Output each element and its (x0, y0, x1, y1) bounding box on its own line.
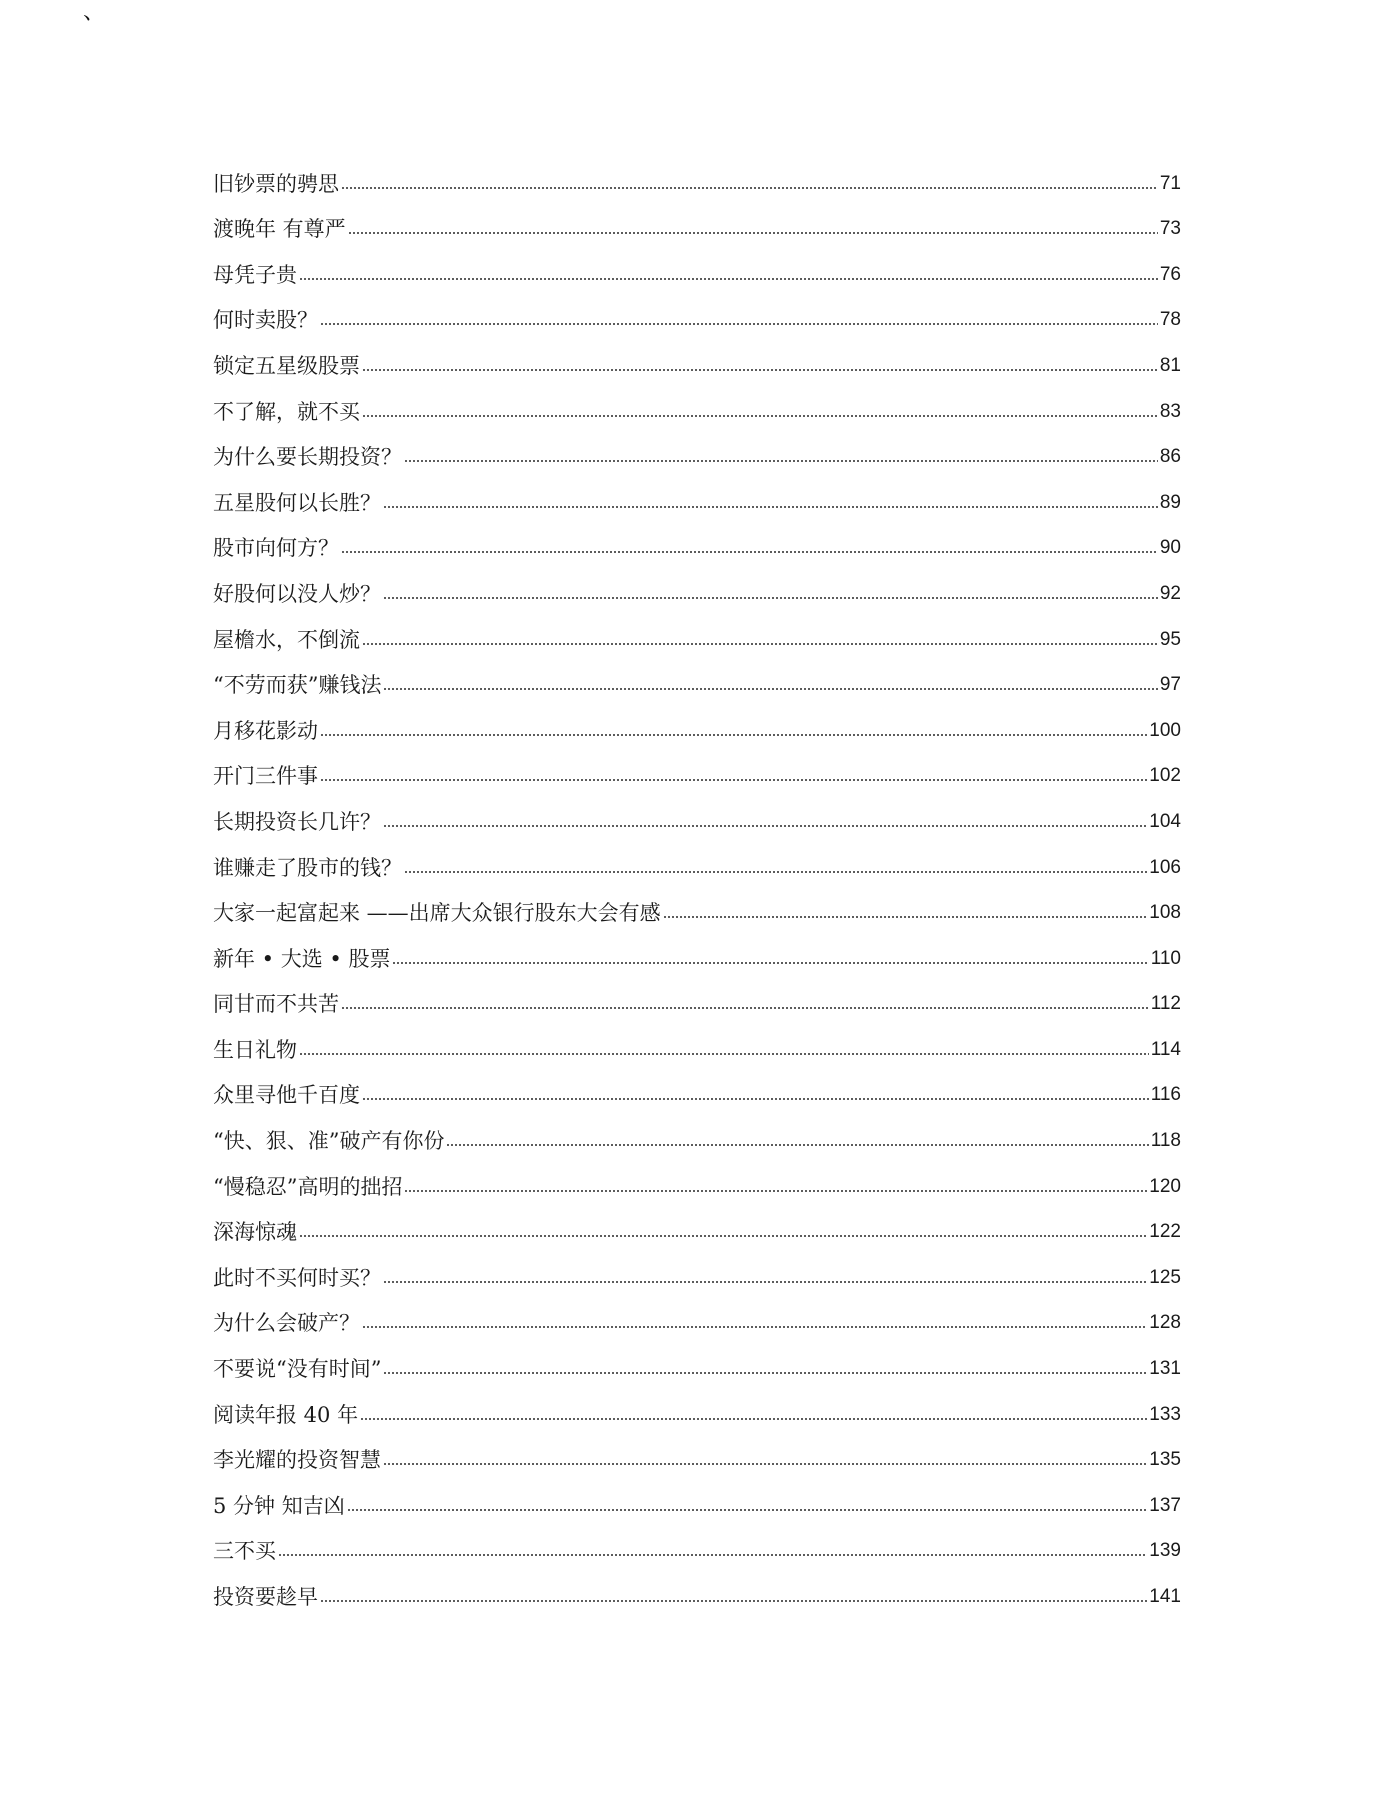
dot-leader (404, 868, 1147, 876)
toc-entry-title: 为什么会破产？ (213, 1311, 360, 1336)
dot-leader (299, 1232, 1147, 1240)
dot-leader (383, 1460, 1147, 1468)
toc-entry[interactable] (213, 608, 1181, 654)
dot-leader (278, 1551, 1147, 1559)
toc-entry-title: 谁赚走了股市的钱？ (213, 855, 402, 880)
toc-entry-page-number: 122 (1149, 1221, 1181, 1243)
toc-entry-title: 五星股何以长胜？ (213, 490, 381, 515)
toc-entry[interactable] (213, 380, 1181, 426)
toc-entry[interactable] (213, 289, 1181, 335)
dot-leader (347, 1506, 1148, 1514)
dot-leader (446, 1141, 1148, 1149)
toc-entry-page-number: 81 (1159, 354, 1181, 376)
toc-entry-page-number: 128 (1149, 1312, 1181, 1334)
toc-entry[interactable] (213, 1201, 1181, 1247)
toc-entry-title: “不劳而获”赚钱法 (213, 673, 382, 698)
dot-leader (362, 412, 1158, 420)
toc-entry-page-number: 89 (1159, 491, 1181, 513)
toc-entry-page-number: 92 (1159, 582, 1181, 604)
toc-entry[interactable] (213, 334, 1181, 380)
toc-entry[interactable] (213, 882, 1181, 928)
toc-entry-page-number: 76 (1159, 263, 1181, 285)
toc-entry-title: 5 分钟 知吉凶 (213, 1493, 345, 1518)
toc-entry[interactable] (213, 1474, 1181, 1520)
toc-entry-page-number: 110 (1150, 947, 1181, 969)
toc-entry-title: 三不买 (213, 1539, 276, 1564)
toc-entry-page-number: 137 (1149, 1494, 1181, 1516)
toc-entry[interactable] (213, 562, 1181, 608)
dot-leader (383, 1278, 1147, 1286)
toc-entry[interactable] (213, 1018, 1181, 1064)
toc-entry[interactable] (213, 790, 1181, 836)
toc-entry-title: 同甘而不共苦 (213, 992, 339, 1017)
dot-leader (404, 457, 1158, 465)
table-of-contents (213, 152, 1181, 1611)
dot-leader (362, 366, 1158, 374)
dot-leader (299, 275, 1158, 283)
toc-entry[interactable] (213, 699, 1181, 745)
toc-entry-page-number: 114 (1150, 1038, 1181, 1060)
toc-entry-page-number: 90 (1159, 537, 1181, 559)
toc-entry-title: 众里寻他千百度 (213, 1083, 360, 1108)
toc-entry-page-number: 108 (1149, 902, 1181, 924)
toc-entry[interactable] (213, 471, 1181, 517)
toc-entry[interactable] (213, 745, 1181, 791)
toc-entry-page-number: 112 (1150, 993, 1181, 1015)
toc-entry-page-number: 131 (1149, 1358, 1181, 1380)
dot-leader (362, 1323, 1147, 1331)
toc-entry-page-number: 141 (1149, 1586, 1181, 1607)
toc-entry-title: 母凭子贵 (213, 262, 297, 287)
toc-entry-title: 旧钞票的骋思 (213, 171, 339, 196)
toc-entry-title: 月移花影动 (213, 718, 318, 743)
toc-entry-page-number: 78 (1159, 309, 1181, 331)
toc-entry-title: 好股何以没人炒？ (213, 581, 381, 606)
toc-entry-title: 大家一起富起来 ——出席大众银行股东大会有感 (213, 901, 661, 926)
toc-entry-title: 生日礼物 (213, 1037, 297, 1062)
toc-entry-title: 不了解，就不买 (213, 399, 360, 424)
toc-entry[interactable] (213, 1155, 1181, 1201)
toc-entry[interactable] (213, 1520, 1181, 1566)
dot-leader (383, 503, 1158, 511)
toc-entry-title: 投资要趁早 (213, 1585, 318, 1609)
dot-leader (383, 685, 1157, 693)
toc-entry-title: 开门三件事 (213, 764, 318, 789)
toc-entry-title: 深海惊魂 (213, 1220, 297, 1245)
toc-entry-page-number: 97 (1159, 674, 1181, 696)
dot-leader (383, 822, 1147, 830)
dot-leader (383, 594, 1158, 602)
dot-leader (320, 1597, 1147, 1605)
toc-entry-title: 不要说“没有时间” (213, 1357, 382, 1382)
toc-entry[interactable] (213, 1383, 1181, 1429)
toc-entry-title: 阅读年报 40 年 (213, 1402, 359, 1427)
toc-entry-page-number: 106 (1149, 856, 1181, 878)
toc-entry[interactable] (213, 1565, 1181, 1611)
toc-entry-page-number: 102 (1149, 765, 1181, 787)
toc-entry-page-number: 116 (1150, 1084, 1181, 1106)
toc-entry-title: 屋檐水，不倒流 (213, 627, 360, 652)
toc-entry-title: 渡晚年 有尊严 (213, 217, 346, 242)
toc-entry-page-number: 83 (1159, 400, 1181, 422)
toc-entry-title: 股市向何方？ (213, 536, 339, 561)
dot-leader (362, 640, 1158, 648)
toc-entry[interactable] (213, 1292, 1181, 1338)
toc-entry[interactable] (213, 973, 1181, 1019)
toc-entry-title: 锁定五星级股票 (213, 353, 360, 378)
dot-leader (360, 1415, 1147, 1423)
toc-entry[interactable] (213, 426, 1181, 472)
toc-entry-page-number: 125 (1149, 1266, 1181, 1288)
toc-entry-page-number: 86 (1159, 446, 1181, 468)
toc-entry[interactable] (213, 1064, 1181, 1110)
toc-entry[interactable] (213, 836, 1181, 882)
toc-entry-title: 此时不买何时买？ (213, 1265, 381, 1290)
dot-leader (341, 548, 1158, 556)
dot-leader (341, 184, 1158, 192)
toc-entry-page-number: 118 (1150, 1130, 1181, 1152)
toc-entry-title: 何时卖股？ (213, 308, 318, 333)
toc-entry[interactable] (213, 198, 1181, 244)
dot-leader (299, 1050, 1149, 1058)
dot-leader (320, 320, 1158, 328)
toc-entry[interactable] (213, 1429, 1181, 1475)
toc-entry-page-number: 71 (1159, 172, 1181, 194)
toc-entry-title: “快、狠、准”破产有你份 (213, 1129, 445, 1154)
dot-leader (383, 1369, 1147, 1377)
toc-entry[interactable] (213, 517, 1181, 563)
toc-entry-page-number: 95 (1159, 628, 1181, 650)
toc-entry[interactable] (213, 1109, 1181, 1155)
toc-entry-page-number: 104 (1149, 810, 1181, 832)
toc-entry-title: 长期投资长几许？ (213, 809, 381, 834)
toc-entry-page-number: 133 (1149, 1403, 1181, 1425)
toc-entry-page-number: 120 (1149, 1175, 1181, 1197)
corner-mark: 、 (83, 0, 106, 25)
dot-leader (348, 229, 1158, 237)
toc-entry-page-number: 139 (1149, 1540, 1181, 1562)
toc-entry[interactable] (213, 927, 1181, 973)
dot-leader (663, 913, 1148, 921)
toc-entry-title: 李光耀的投资智慧 (213, 1448, 381, 1473)
toc-entry[interactable] (213, 654, 1181, 700)
toc-entry-page-number: 135 (1149, 1449, 1181, 1471)
toc-entry[interactable] (213, 243, 1181, 289)
dot-leader (320, 731, 1147, 739)
dot-leader (392, 959, 1148, 967)
toc-entry-page-number: 73 (1159, 218, 1181, 240)
toc-entry-title: “慢稳忍”高明的拙招 (213, 1174, 403, 1199)
toc-entry[interactable] (213, 1246, 1181, 1292)
dot-leader (362, 1095, 1149, 1103)
dot-leader (320, 776, 1147, 784)
toc-entry-title: 新年 • 大选 • 股票 (213, 946, 391, 971)
toc-entry-title: 为什么要长期投资？ (213, 445, 402, 470)
dot-leader (341, 1004, 1149, 1012)
toc-entry[interactable] (213, 152, 1181, 198)
toc-entry[interactable] (213, 1337, 1181, 1383)
dot-leader (404, 1187, 1147, 1195)
toc-entry-page-number: 100 (1149, 719, 1181, 741)
